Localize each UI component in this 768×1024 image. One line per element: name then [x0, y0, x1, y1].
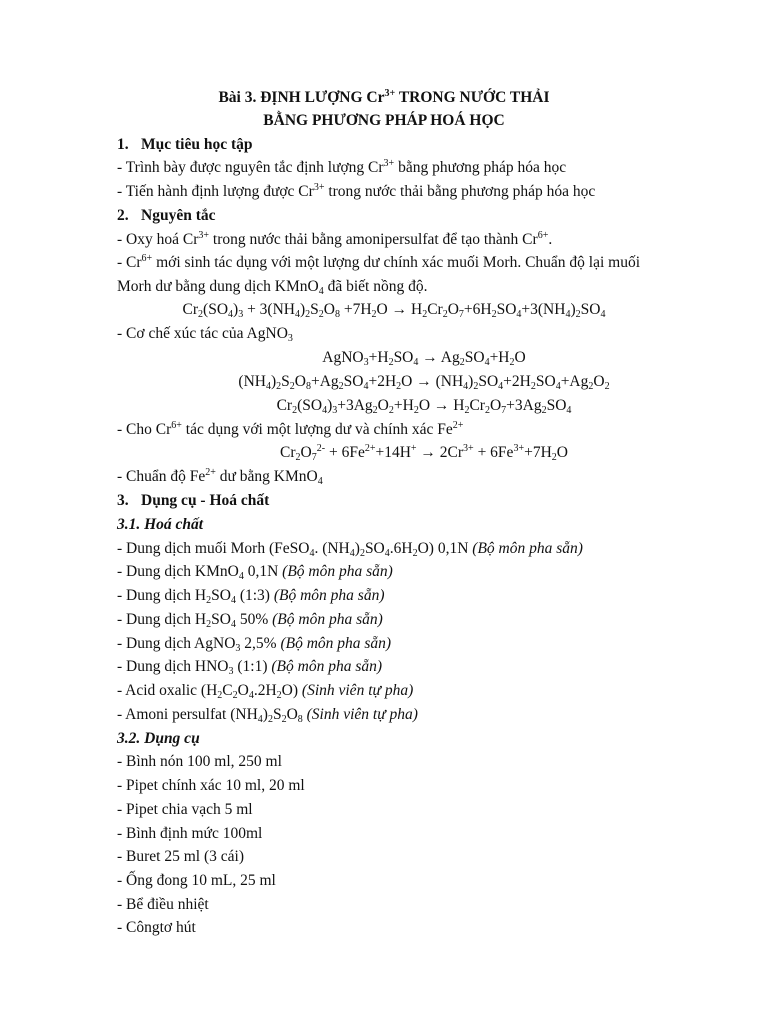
section-1-heading — [117, 135, 768, 155]
text: O → H — [376, 301, 423, 318]
text: .6H — [389, 540, 413, 557]
principle-paragraph — [117, 420, 768, 440]
text: (1:1) — [233, 658, 272, 675]
subscript: 2 — [588, 381, 594, 392]
text: trong nước thải bằng phương pháp hóa học — [324, 183, 596, 200]
text: +3Ag — [506, 397, 542, 414]
note: (Bộ môn pha sẵn) — [282, 563, 393, 580]
subscript: 4 — [265, 381, 271, 392]
tool-item: - Pipet chia vạch 5 ml — [117, 801, 253, 818]
text: +14H — [375, 444, 411, 461]
note: (Bộ môn pha sẵn) — [472, 540, 583, 557]
title-text: TRONG NƯỚC THẢI — [395, 89, 550, 106]
superscript: 3+ — [198, 230, 210, 241]
text: ) — [299, 301, 306, 318]
text: → 2Cr — [416, 444, 464, 461]
subscript: 2 — [276, 690, 282, 701]
text: +Ag — [560, 373, 589, 390]
subscript: 2 — [413, 405, 419, 416]
subscript: 4 — [257, 714, 263, 725]
text: O — [489, 397, 502, 414]
note: (Bộ môn pha sẵn) — [272, 611, 383, 628]
superscript: 3+ — [384, 88, 396, 99]
text: SO — [535, 373, 556, 390]
text: 2,5% — [240, 635, 281, 652]
text: + 3(NH — [243, 301, 295, 318]
text: Morh dư bằng dung dịch KMnO — [117, 278, 319, 295]
subscript: 2 — [509, 357, 515, 368]
subscript: 2 — [338, 381, 344, 392]
section-number: 1. — [117, 136, 129, 153]
principle-paragraph — [117, 230, 768, 250]
subscript: 2 — [604, 381, 610, 392]
text: - Dung dịch KMnO — [117, 563, 239, 580]
text: dư bằng KMnO — [215, 468, 318, 485]
text: - Cơ chế xúc tác của AgNO — [117, 325, 288, 342]
text: O → (NH — [401, 373, 464, 390]
text: S — [281, 373, 290, 390]
text: +3Ag — [337, 397, 373, 414]
subscript: 2 — [295, 452, 301, 463]
text: - Tiến hành định lượng được Cr — [117, 183, 314, 200]
subscript: 2 — [575, 309, 581, 320]
section-title: Nguyên tắc — [141, 207, 216, 224]
text: O) 0,1N — [417, 540, 473, 557]
text: O — [514, 349, 526, 366]
subscript: 2 — [396, 381, 402, 392]
text: O — [593, 373, 605, 390]
superscript: 6+ — [141, 253, 153, 264]
text: Cr — [280, 444, 296, 461]
subscript: 2 — [318, 309, 324, 320]
text: - Acid oxalic (H — [117, 682, 218, 699]
subscript: 2 — [442, 309, 448, 320]
subscript: 4 — [318, 286, 324, 297]
tool-item: - Bình định mức 100ml — [117, 825, 263, 842]
objective-item — [117, 158, 768, 178]
subscript: 4 — [565, 309, 571, 320]
title-text: Bài 3. ĐỊNH LƯỢNG Cr — [218, 89, 385, 106]
principle-paragraph — [117, 253, 768, 273]
superscript: 6+ — [171, 420, 182, 431]
subscript: 2 — [491, 309, 497, 320]
subscript: 4 — [230, 595, 236, 606]
subscript: 7 — [501, 405, 507, 416]
tool-item: - Bể điều nhiệt — [117, 896, 209, 913]
title-line-1 — [0, 88, 768, 108]
text: SO — [211, 611, 231, 628]
text: SO — [580, 301, 601, 318]
subscript: 2 — [217, 690, 223, 701]
subscript: 2 — [359, 548, 365, 559]
section-number: 2. — [117, 207, 129, 224]
chemical-item — [117, 681, 768, 701]
subscript: 2 — [281, 714, 287, 725]
subscript: 4 — [484, 357, 490, 368]
text: - Dung dịch H — [117, 611, 207, 628]
superscript: 2+ — [205, 467, 216, 478]
text: SO — [546, 397, 567, 414]
subscript: 2 — [484, 405, 490, 416]
subscript: 4 — [322, 405, 328, 416]
subscript: 3 — [228, 666, 234, 677]
tool-item: - Côngtơ hút — [117, 919, 196, 936]
subscript: 4 — [600, 309, 606, 320]
section-2-heading — [117, 206, 768, 226]
subscript: 2 — [292, 405, 298, 416]
text: - Cr — [117, 254, 142, 271]
subscript: 4 — [228, 309, 234, 320]
subscript: 8 — [297, 714, 303, 725]
text: ) — [270, 373, 277, 390]
superscript: 6+ — [537, 230, 549, 241]
text: SO — [211, 587, 231, 604]
text: C — [222, 682, 233, 699]
text: +Ag — [310, 373, 339, 390]
text: - Dung dịch HNO — [117, 658, 229, 675]
text: - Trình bày được nguyên tắc định lượng Cr — [117, 159, 384, 176]
text: O — [447, 301, 459, 318]
chemical-item — [117, 586, 768, 606]
subscript: 2 — [305, 309, 311, 320]
subscript: 4 — [230, 619, 236, 630]
text: . (NH — [314, 540, 350, 557]
subscript: 2 — [473, 381, 479, 392]
subsection-heading: 3.1. Hoá chất — [117, 516, 204, 533]
subscript: 3 — [363, 357, 369, 368]
subscript: 2 — [530, 381, 536, 392]
note: (Sinh viên tự pha) — [306, 706, 418, 723]
text: SO — [364, 540, 385, 557]
chemical-item — [117, 634, 768, 654]
text: (1:3) — [235, 587, 274, 604]
text: O — [377, 397, 389, 414]
principle-paragraph — [117, 467, 768, 487]
equation — [40, 348, 768, 368]
tool-item: - Pipet chính xác 10 ml, 20 ml — [117, 777, 305, 794]
subscript: 2 — [232, 690, 238, 701]
subscript: 2 — [464, 405, 470, 416]
text: 50% — [235, 611, 273, 628]
subscript: 2 — [388, 405, 394, 416]
text: ) — [233, 301, 239, 318]
text: +H — [368, 349, 389, 366]
text: SO — [393, 349, 414, 366]
subscript: 4 — [516, 309, 522, 320]
subscript: 7 — [458, 309, 464, 320]
chemical-item — [117, 562, 768, 582]
text: SO — [464, 349, 485, 366]
subsection-heading: 3.2. Dụng cụ — [117, 730, 200, 747]
text: Cr — [276, 397, 293, 414]
subscript: 4 — [317, 476, 323, 487]
subscript: 2 — [541, 405, 547, 416]
section-title: Dụng cụ - Hoá chất — [141, 492, 270, 509]
subscript: 2 — [372, 405, 378, 416]
text: tác dụng với một lượng dư và chính xác Fe — [181, 421, 453, 438]
tool-item: - Bình nón 100 ml, 250 ml — [117, 753, 282, 770]
subscript: 4 — [463, 381, 469, 392]
equation — [40, 396, 768, 416]
text: . — [548, 231, 553, 248]
equation — [40, 372, 768, 392]
text: - Cho Cr — [117, 421, 172, 438]
text: AgNO — [322, 349, 364, 366]
equation — [10, 300, 768, 320]
text: - Amoni persulfat (NH — [117, 706, 258, 723]
tool-item: - Buret 25 ml (3 cái) — [117, 848, 244, 865]
text: + 6Fe — [473, 444, 514, 461]
subscript: 7 — [311, 452, 317, 463]
subscript: 3 — [235, 643, 241, 654]
subscript: 4 — [349, 548, 355, 559]
text: O → H — [418, 397, 465, 414]
text: 0,1N — [243, 563, 283, 580]
superscript: 3+ — [463, 443, 474, 454]
subscript: 2 — [371, 309, 377, 320]
text: Cr — [182, 301, 199, 318]
text: O — [237, 682, 249, 699]
subscript: 4 — [248, 690, 254, 701]
text: SO — [478, 373, 499, 390]
subscript: 4 — [384, 548, 390, 559]
chemical-item — [117, 657, 768, 677]
note: (Bộ môn pha sẵn) — [273, 587, 385, 604]
section-title: Mục tiêu học tập — [141, 136, 253, 153]
subscript: 3 — [238, 309, 244, 320]
subscript: 2 — [206, 595, 212, 606]
text: +H — [489, 349, 510, 366]
subscript: 2 — [206, 619, 212, 630]
subscript: 4 — [309, 548, 315, 559]
objective-item — [117, 182, 768, 202]
title-line-2: BẰNG PHƯƠNG PHÁP HOÁ HỌC — [263, 112, 505, 129]
section-number: 3. — [117, 492, 129, 509]
text: SO — [496, 301, 517, 318]
text: O — [286, 706, 298, 723]
text: đã biết nồng độ. — [323, 278, 428, 295]
text: Cr — [469, 397, 485, 414]
equation — [40, 443, 768, 463]
subscript: 2 — [422, 309, 428, 320]
text: O — [294, 373, 306, 390]
text: +H — [393, 397, 414, 414]
note: (Sinh viên tự pha) — [301, 682, 414, 699]
text: mới sinh tác dụng với một lượng dư chính xác muối Morh. Chuẩn độ lại muối — [152, 254, 641, 271]
subscript: 2 — [289, 381, 295, 392]
superscript: 2+ — [364, 443, 376, 454]
text: SO — [343, 373, 364, 390]
subscript: 2 — [198, 309, 204, 320]
text: O — [323, 301, 335, 318]
principle-paragraph — [117, 324, 768, 344]
text: Cr — [427, 301, 443, 318]
superscript: 3+ — [383, 158, 395, 169]
subscript: 3 — [332, 405, 338, 416]
text: + 6Fe — [325, 444, 365, 461]
principle-paragraph — [117, 277, 768, 297]
subscript: 2 — [551, 452, 557, 463]
section-3-heading — [117, 491, 768, 511]
text: ) — [327, 397, 333, 414]
text: → Ag — [418, 349, 460, 366]
text: S — [310, 301, 319, 318]
text: (SO — [203, 301, 229, 318]
text: O — [300, 444, 312, 461]
subscript: 8 — [334, 309, 340, 320]
superscript: 3+ — [313, 182, 325, 193]
tool-item: - Ống đong 10 mL, 25 ml — [117, 872, 276, 889]
text: bằng phương pháp hóa học — [394, 159, 567, 176]
text: (SO — [297, 397, 323, 414]
chemical-item — [117, 539, 768, 559]
text: +7H — [524, 444, 552, 461]
subscript: 4 — [498, 381, 504, 392]
superscript: 3+ — [513, 443, 525, 454]
subscript: 2 — [459, 357, 465, 368]
text: +3(NH — [521, 301, 566, 318]
superscript: + — [410, 443, 417, 454]
text: - Dung dịch AgNO — [117, 635, 236, 652]
text: O — [556, 444, 568, 461]
text: +7H — [339, 301, 372, 318]
text: - Oxy hoá Cr — [117, 231, 199, 248]
subscript: 4 — [363, 381, 369, 392]
subscript: 2 — [388, 357, 394, 368]
subscript: 4 — [413, 357, 419, 368]
text: ) — [468, 373, 474, 390]
text: - Chuẩn độ Fe — [117, 468, 206, 485]
subscript: 2 — [267, 714, 273, 725]
subscript: 4 — [566, 405, 572, 416]
text: S — [272, 706, 282, 723]
chemical-item — [117, 705, 768, 725]
text: O) — [281, 682, 302, 699]
subscript: 8 — [305, 381, 311, 392]
text: .2H — [253, 682, 277, 699]
chemical-item — [117, 610, 768, 630]
subscript: 4 — [294, 309, 300, 320]
text: ) — [570, 301, 576, 318]
text: - Dung dịch muối Morh (FeSO — [117, 540, 310, 557]
text: trong nước thải bằng amonipersulfat để tạo thành Cr — [209, 231, 538, 248]
text: ) — [354, 540, 360, 557]
subscript: 2 — [276, 381, 282, 392]
text: +2H — [503, 373, 531, 390]
subscript: 4 — [238, 571, 244, 582]
text: +2H — [368, 373, 397, 390]
text: +6H — [463, 301, 492, 318]
text: (NH — [238, 373, 266, 390]
text: ) — [262, 706, 268, 723]
subscript: 4 — [555, 381, 561, 392]
note: (Bộ môn pha sẵn) — [280, 635, 392, 652]
text: - Dung dịch H — [117, 587, 207, 604]
superscript: 2- — [316, 443, 326, 454]
subscript: 2 — [412, 548, 418, 559]
superscript: 2+ — [452, 420, 464, 431]
note: (Bộ môn pha sẵn) — [271, 658, 383, 675]
subscript: 3 — [287, 333, 293, 344]
